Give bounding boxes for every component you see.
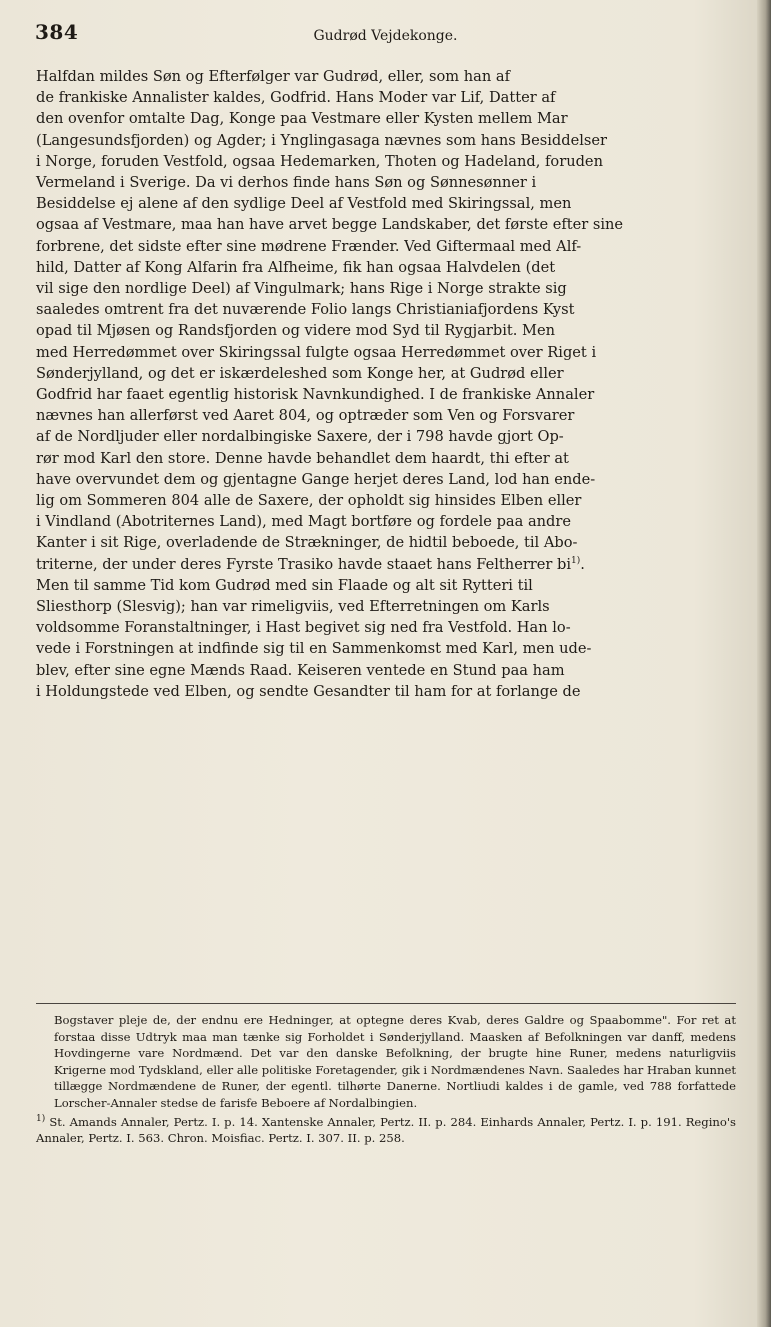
body-line: i Holdungstede ved Elben, og sendte Gesandter til ham for at forlange de <box>36 682 581 700</box>
body-line: Besiddelse ej alene af den sydlige Deel af Vestfold med Skiringssal, men <box>36 195 572 213</box>
body-line: Men til samme Tid kom Gudrød med sin Flaade og alt sit Rytteri til <box>36 576 533 594</box>
running-head: Gudrød Vejdekonge. <box>313 28 458 44</box>
footnote-1 <box>36 1114 736 1147</box>
footnotes <box>36 1012 736 1149</box>
body-line: hild, Datter af Kong Alfarin fra Alfheime, fik han ogsaa Halvdelen (det <box>36 258 556 276</box>
body-line: blev, efter sine egne Mænds Raad. Keiseren ventede en Stund paa ham <box>36 661 565 679</box>
body-line: Godfrid har faaet egentlig historisk Navnkundighed. I de frankiske Annaler <box>36 386 595 404</box>
body-line: saaledes omtrent fra det nuværende Folio langs Christianiafjordens Kyst <box>36 301 575 319</box>
body-line: nævnes han allerførst ved Aaret 804, og optræder som Ven og Forsvarer <box>36 407 575 425</box>
body-line: vil sige den nordlige Deel) af Vingulmark; hans Rige i Norge strakte sig <box>36 280 567 298</box>
footnote-continued: Bogstaver pleje de, der endnu ere Hedninger, at optegne deres Kvab, deres Galdre og Spaabomme". For ret at forstaa disse Udtryk maa man tænke sig Forholdet i Sønderjylland. Maasken af Befolkningen var danff, medens Hovdingerne vare Nordmænd. Det var den danske Befolkning, der brugte hine Runer, medens naturligviis Krigerne mod Tydskland, eller alle politiske Foretagender, gik i Nordmændenes Navn. Saaledes har Hraban kunnet tillægge Nordmændene de Runer, der egentl. tilhørte Danerne. Nortliudi kaldes i de gamle, ved 788 forfattede Lorscher-Annaler stedse de farisfe Beboere af Nordalbingien. <box>54 1013 736 1110</box>
body-line: vede i Forstningen at indfinde sig til en Sammenkomst med Karl, men ude- <box>36 640 592 658</box>
footnote-1-marker: 1) <box>36 1113 46 1124</box>
body-line: i Vindland (Abotriternes Land), med Magt bortføre og fordele paa andre <box>36 513 572 531</box>
body-line: den ovenfor omtalte Dag, Konge paa Vestmare eller Kysten mellem Mar <box>36 110 568 128</box>
page-edge-shadow <box>757 0 771 1327</box>
body-line: ogsaa af Vestmare, maa han have arvet begge Landskaber, det første efter sine <box>36 216 624 234</box>
body-line: med Herredømmet over Skiringssal fulgte ogsaa Herredømmet over Riget i <box>36 343 597 361</box>
page-number: 384 <box>35 20 79 44</box>
body-line: Kanter i sit Rige, overladende de Strækninger, de hidtil beboede, til Abo- <box>36 534 578 552</box>
body-line: Sønderjylland, og det er iskærdeleshed som Konge her, at Gudrød eller <box>36 364 564 382</box>
body-line: i Norge, foruden Vestfold, ogsaa Hedemarken, Thoten og Hadeland, foruden <box>36 152 603 170</box>
body-line: Sliesthorp (Slesvig); han var rimeligviis, ved Efterretningen om Karls <box>36 598 550 616</box>
footnote-1-text: St. Amands Annaler, Pertz. I. p. 14. Xantenske Annaler, Pertz. II. p. 284. Einhards Annaler, Pertz. I. p. 191. Regino's Annaler, Pertz. I. 563. Chron. Moisfiac. Pertz. I. 307. II. p. 258. <box>36 1114 737 1146</box>
body-text <box>36 66 736 702</box>
footnote-divider <box>36 1003 736 1004</box>
body-line: de frankiske Annalister kaldes, Godfrid. Hans Moder var Lif, Datter af <box>36 89 556 107</box>
body-line: voldsomme Foranstaltninger, i Hast begivet sig ned fra Vestfold. Han lo- <box>36 619 571 637</box>
body-line: (Langesundsfjorden) og Agder; i Ynglingasaga nævnes som hans Besiddelser <box>36 131 607 149</box>
body-line: forbrene, det sidste efter sine mødrene Frænder. Ved Giftermaal med Alf- <box>36 237 582 255</box>
body-line: Vermeland i Sverige. Da vi derhos finde hans Søn og Sønnesønner i <box>36 174 537 192</box>
body-line: opad til Mjøsen og Randsfjorden og videre mod Syd til Rygjarbit. Men <box>36 322 556 340</box>
body-line: af de Nordljuder eller nordalbingiske Saxere, der i 798 havde gjort Op- <box>36 428 564 446</box>
body-line: rør mod Karl den store. Denne havde behandlet dem haardt, thi efter at <box>36 449 569 467</box>
body-line-text: triterne, der under deres Fyrste Trasiko havde staaet hans Feltherrer bi <box>36 555 572 573</box>
body-line: triterne, der under deres Fyrste Trasiko havde staaet hans Feltherrer $bi^{1)}$. <box>36 555 585 573</box>
body-line: have overvundet dem og gjentagne Gange herjet deres Land, lod han ende- <box>36 470 596 488</box>
footnote-reference: 1) <box>571 555 581 566</box>
body-line: lig om Sommeren 804 alle de Saxere, der opholdt sig hinsides Elben eller <box>36 492 582 510</box>
body-line: Halfdan mildes Søn og Efterfølger var Gudrød, eller, som han af <box>36 68 511 85</box>
